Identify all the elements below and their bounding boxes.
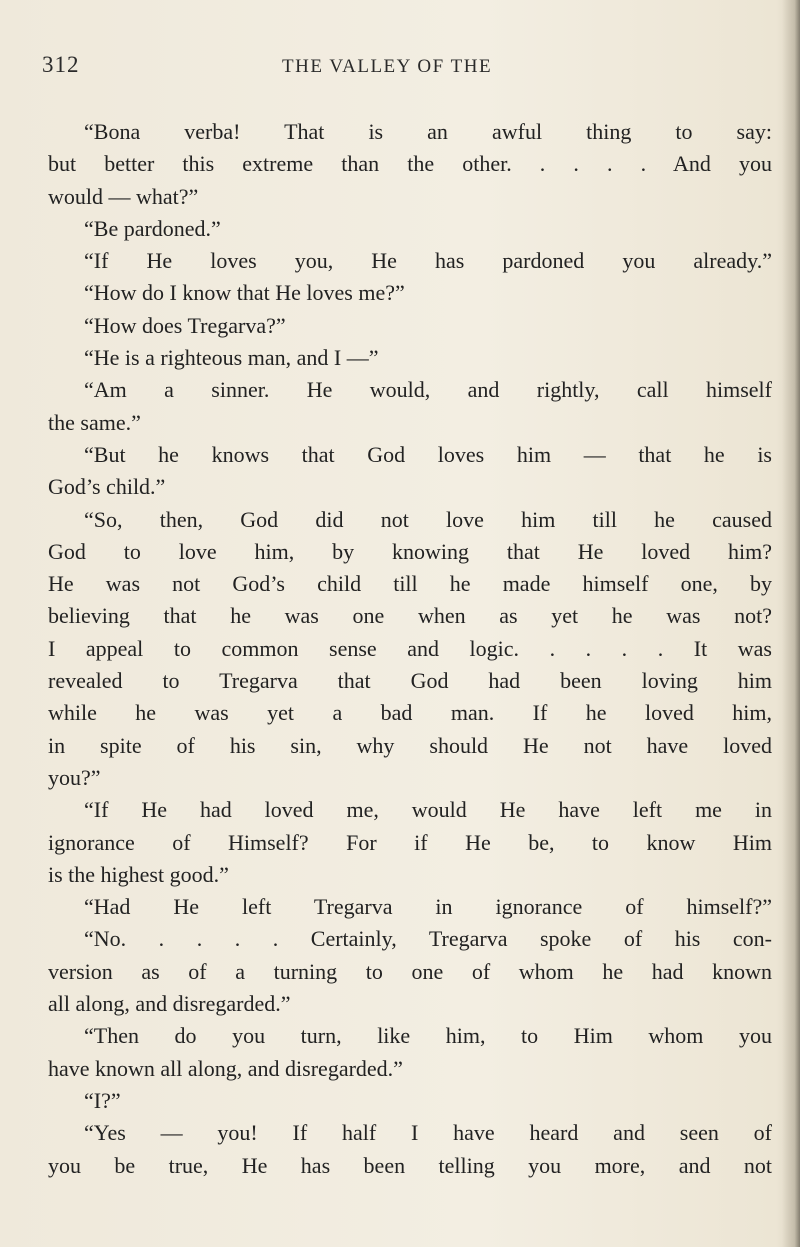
text-line: you be true, He has been telling you more, and not (48, 1152, 772, 1178)
text-line: “If He had loved me, would He have left me in (84, 797, 772, 823)
text-line: “Am a sinner. He would, and rightly, call himself (84, 377, 772, 403)
text-line: in spite of his sin, why should He not have loved (48, 732, 772, 758)
text-line: ignorance of Himself? For if He be, to know Him (48, 829, 772, 855)
text-line: “No. . . . . Certainly, Tregarva spoke of his con- (84, 926, 772, 952)
text-line: while he was yet a bad man. If he loved him, (48, 700, 772, 726)
text-line: would — what?” (48, 183, 199, 209)
text-line: is the highest good.” (48, 861, 229, 887)
text-line: “How does Tregarva?” (84, 312, 286, 338)
page-number: 312 (42, 52, 80, 77)
page-header (42, 52, 740, 82)
text-line: “He is a righteous man, and I —” (84, 345, 379, 371)
text-line: “Yes — you! If half I have heard and seen of (84, 1120, 772, 1146)
text-line: I appeal to common sense and logic. . . . . It was (48, 635, 772, 661)
text-line: “Bona verba! That is an awful thing to say: (84, 119, 772, 144)
text-line: “Be pardoned.” (84, 215, 221, 241)
text-line: believing that he was one when as yet he was not? (48, 603, 772, 629)
text-line: God’s child.” (48, 474, 166, 500)
text-line: the same.” (48, 409, 141, 435)
page-edge-shadow (782, 0, 800, 1247)
body-text (48, 116, 772, 1182)
text-line: but better this extreme than the other. . . . . And you (48, 151, 772, 177)
text-line: all along, and disregarded.” (48, 991, 291, 1017)
text-line: version as of a turning to one of whom he had known (48, 958, 772, 984)
text-line: “How do I know that He loves me?” (84, 280, 405, 306)
text-line: have known all along, and disregarded.” (48, 1055, 403, 1081)
text-line: “I?” (84, 1087, 121, 1113)
text-line: “But he knows that God loves him — that he is (84, 441, 772, 467)
text-line: He was not God’s child till he made himself one, by (48, 571, 772, 597)
text-line: “So, then, God did not love him till he caused (84, 506, 772, 532)
text-line: revealed to Tregarva that God had been loving him (48, 668, 772, 694)
text-line: “Had He left Tregarva in ignorance of himself?” (84, 894, 772, 920)
text-line: “Then do you turn, like him, to Him whom you (84, 1023, 772, 1049)
running-head: THE VALLEY OF THE (282, 56, 493, 77)
text-line: you?” (48, 764, 101, 790)
text-line: “If He loves you, He has pardoned you already.” (84, 248, 772, 274)
text-line: God to love him, by knowing that He loved him? (48, 538, 772, 564)
